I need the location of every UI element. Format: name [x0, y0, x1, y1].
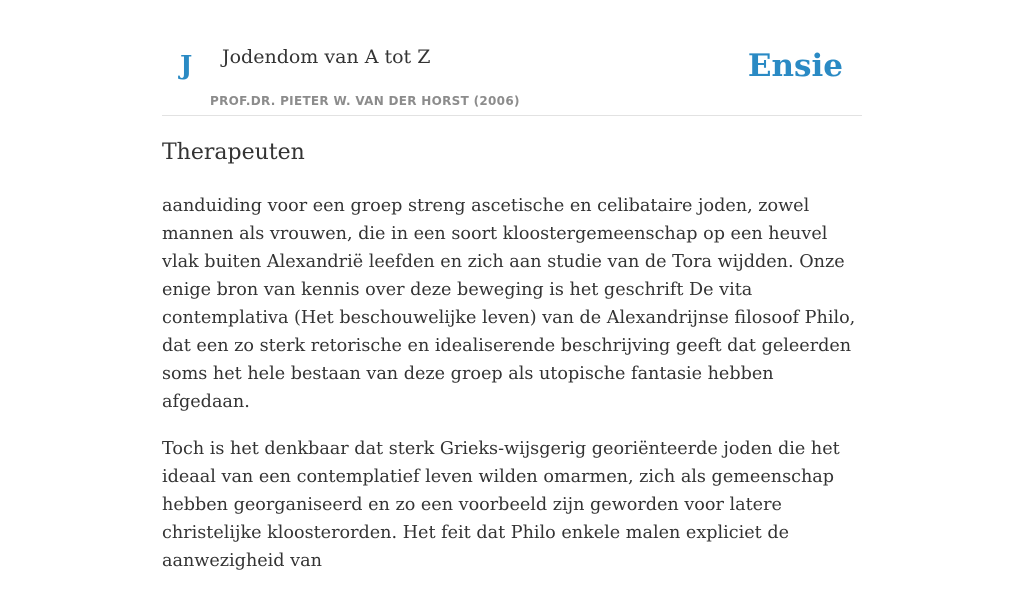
- article-paragraph: aanduiding voor een groep streng ascetische en celibataire joden, zowel mannen als vrouwen, die in een soort kloostergemeenschap op een heuvel vlak buiten Alexandrië leefden en zich aan studie van de Tora wijdden. Onze enige bron van kennis over deze beweging is het geschrift De vita contemplativa (Het beschouwelijke leven) van de Alexandrijnse filosoof Philo, dat een zo sterk retorische en idealiserende beschrijving geeft dat geleerden soms het hele bestaan van deze groep als utopische fantasie hebben afgedaan.: [162, 196, 856, 412]
- book-initial-icon: J: [180, 51, 193, 81]
- article-title: Therapeuten: [162, 140, 305, 165]
- book-author: PROF.DR. PIETER W. VAN DER HORST (2006): [210, 94, 520, 108]
- article-paragraph: Toch is het denkbaar dat sterk Grieks-wijsgerig georiënteerde joden die het ideaal van een contemplatief leven wilden omarmen, zich als gemeenschap hebben georganiseerd en zo een voorbeeld zijn geworden voor latere christelijke kloosterorden. Het feit dat Philo enkele malen expliciet de aanwezigheid van: [162, 439, 840, 571]
- book-header: [162, 0, 862, 116]
- ensie-logo[interactable]: Ensie: [747, 48, 843, 84]
- article-body: [162, 192, 862, 594]
- content-container: [162, 0, 862, 571]
- book-title-link[interactable]: Jodendom van A tot Z: [222, 46, 431, 68]
